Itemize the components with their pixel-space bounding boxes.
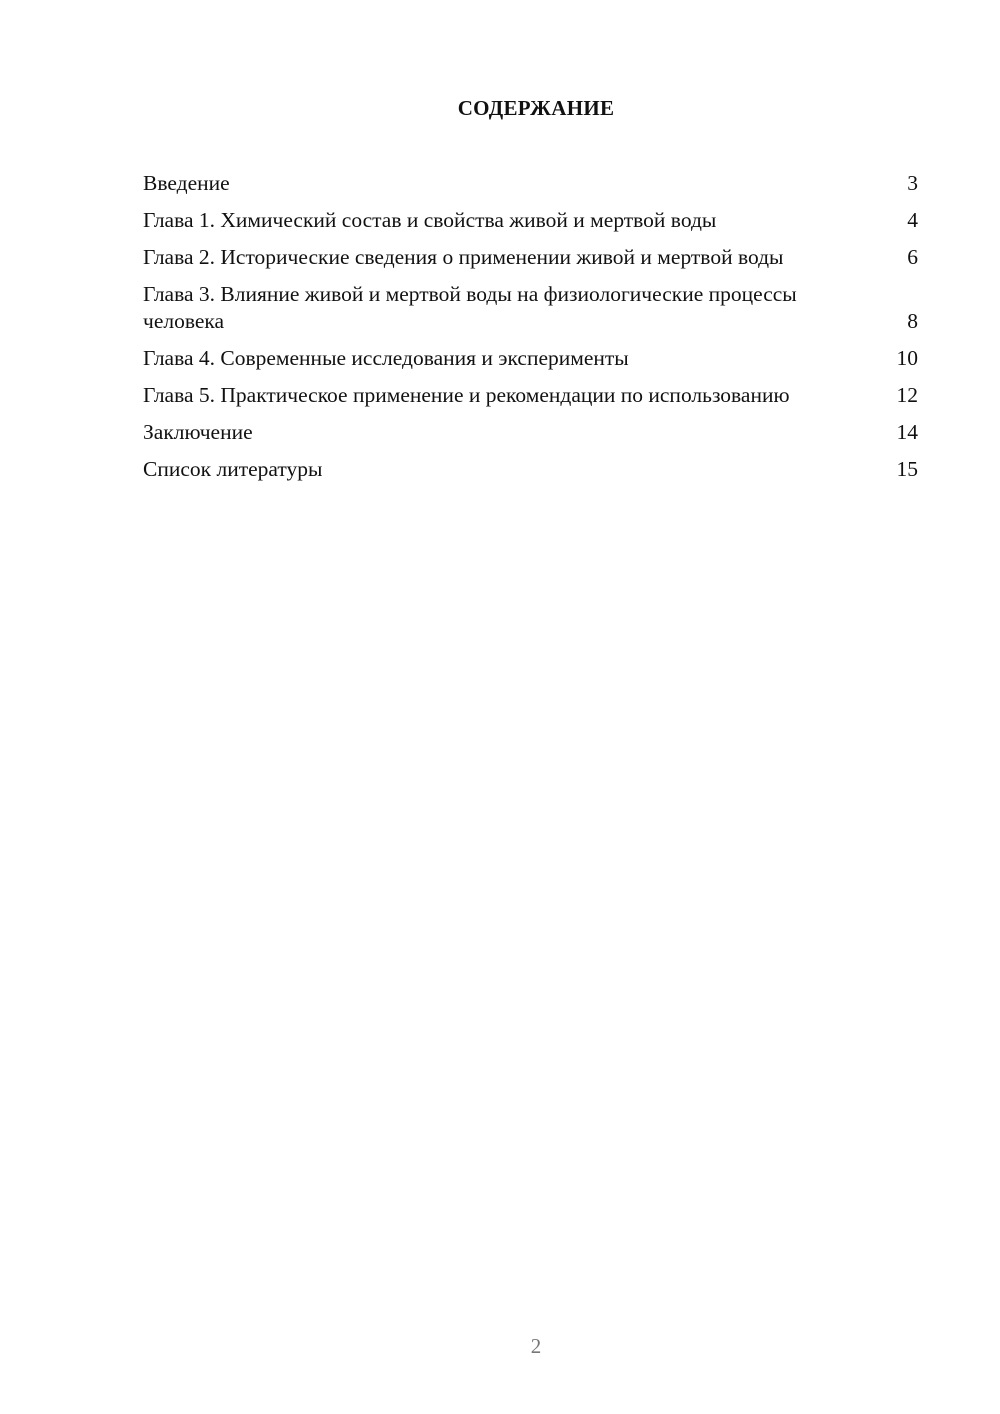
toc-entry-page: 6 xyxy=(907,245,918,269)
toc-entry-label: Заключение xyxy=(143,420,253,444)
toc-entry-chapter-3[interactable] xyxy=(143,281,918,335)
toc-entry-label: Глава 2. Исторические сведения о применении живой и мертвой воды xyxy=(143,245,784,269)
page-number: 2 xyxy=(530,1334,542,1358)
toc-entry-page: 10 xyxy=(896,346,918,370)
toc-entry-label: Глава 3. Влияние живой и мертвой воды на физиологические процессы человека xyxy=(143,282,797,333)
toc-entry-chapter-2[interactable] xyxy=(143,244,918,271)
table-of-contents xyxy=(143,170,918,493)
toc-entry-page: 4 xyxy=(907,208,918,232)
toc-entry-label: Список литературы xyxy=(143,457,323,481)
toc-entry-introduction[interactable] xyxy=(143,170,918,197)
toc-entry-page: 14 xyxy=(896,420,918,444)
toc-entry-label: Глава 5. Практическое применение и рекомендации по использованию xyxy=(143,383,790,407)
toc-entry-label: Введение xyxy=(143,171,230,195)
toc-entry-page: 8 xyxy=(907,309,918,333)
toc-entry-page: 12 xyxy=(896,383,918,407)
toc-entry-chapter-1[interactable] xyxy=(143,207,918,234)
toc-entry-conclusion[interactable] xyxy=(143,419,918,446)
toc-entry-label: Глава 1. Химический состав и свойства живой и мертвой воды xyxy=(143,208,717,232)
toc-entry-label: Глава 4. Современные исследования и эксперименты xyxy=(143,346,629,370)
page-title: СОДЕРЖАНИЕ xyxy=(457,96,615,120)
toc-entry-page: 3 xyxy=(907,171,918,195)
toc-entry-references[interactable] xyxy=(143,456,918,483)
toc-entry-chapter-5[interactable] xyxy=(143,382,918,409)
toc-entry-chapter-4[interactable] xyxy=(143,345,918,372)
toc-entry-page: 15 xyxy=(896,457,918,481)
